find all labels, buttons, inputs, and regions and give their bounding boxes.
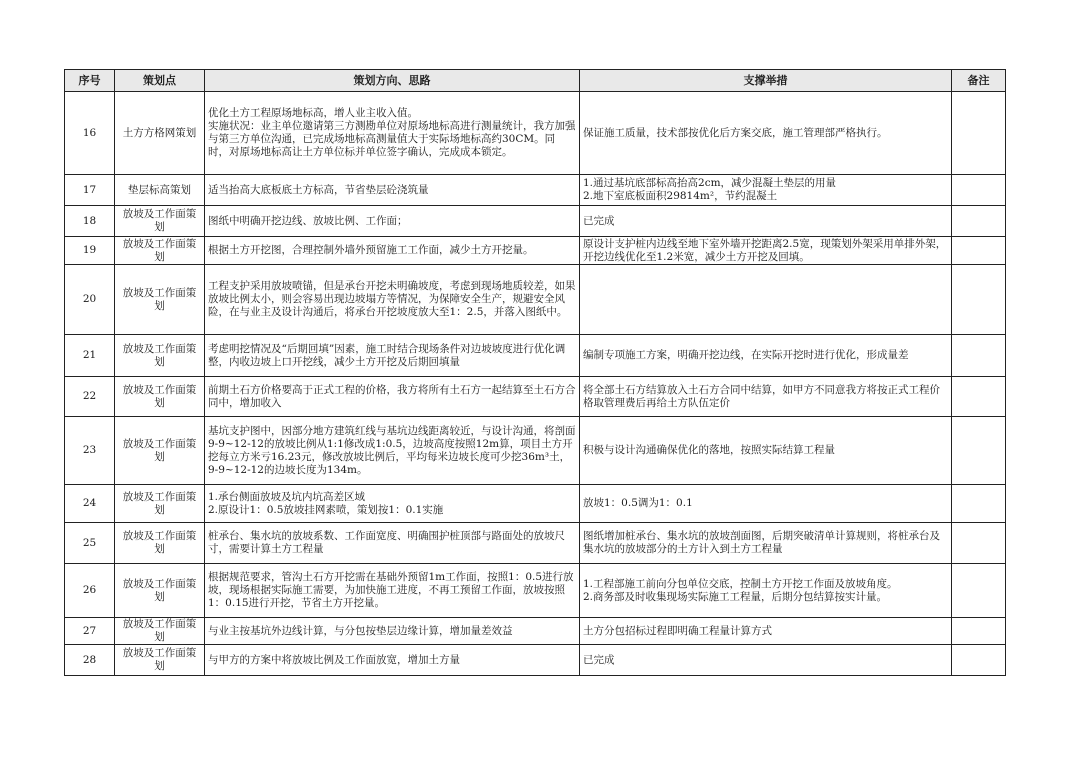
cell-note — [952, 618, 1006, 645]
cell-seq: 27 — [65, 618, 115, 645]
cell-measure: 原设计支护桩内边线至地下室外墙开挖距离2.5宽，现策划外架采用单排外架，开挖边线优化至1.2米宽，减少土方开挖及回填。 — [580, 237, 952, 265]
cell-idea: 前期土石方价格要高于正式工程的价格，我方将所有土石方一起结算至土石方合同中，增加收入 — [205, 377, 580, 417]
cell-note — [952, 265, 1006, 335]
cell-point: 土方方格网策划 — [115, 92, 205, 175]
cell-seq: 28 — [65, 645, 115, 676]
header-seq: 序号 — [65, 70, 115, 92]
cell-measure: 土方分包招标过程即明确工程量计算方式 — [580, 618, 952, 645]
cell-idea: 适当抬高大底板底土方标高，节省垫层砼浇筑量 — [205, 175, 580, 206]
cell-idea: 基坑支护图中，因部分地方建筑红线与基坑边线距离较近，与设计沟通，将剖面9-9~12-12的放坡比例从1:1修改成1:0.5，边坡高度按照12m算，项目土方开挖每立方米亏16.23元，修改放坡比例后，平均每米边坡长度可少挖36m³土，9-9~12-12的边坡长度为134m。 — [205, 417, 580, 485]
cell-measure: 已完成 — [580, 645, 952, 676]
cell-note — [952, 377, 1006, 417]
cell-idea: 工程支护采用放坡喷锚，但是承台开挖未明确坡度，考虑到现场地质较差，如果放坡比例太小，则会容易出现边坡塌方等情况，为保障安全生产，规避安全风险，在与业主及设计沟通后，将承台开挖坡度放大至1：2.5，并落入图纸中。 — [205, 265, 580, 335]
header-measure: 支撑举措 — [580, 70, 952, 92]
header-note: 备注 — [952, 70, 1006, 92]
table-row — [65, 523, 1006, 564]
cell-point: 放坡及工作面策划 — [115, 206, 205, 237]
table-row — [65, 175, 1006, 206]
cell-measure: 图纸增加桩承台、集水坑的放坡剖面图，后期突破清单计算规则，将桩承台及集水坑的放坡部分的土方计入到土方工程量 — [580, 523, 952, 564]
cell-measure: 将全部土石方结算放入土石方合同中结算，如甲方不同意我方将按正式工程价格取管理费后再给土方队伍定价 — [580, 377, 952, 417]
cell-point: 放坡及工作面策划 — [115, 237, 205, 265]
planning-table — [64, 69, 1006, 676]
cell-note — [952, 645, 1006, 676]
cell-seq: 21 — [65, 335, 115, 377]
cell-point: 垫层标高策划 — [115, 175, 205, 206]
cell-idea: 与业主按基坑外边线计算，与分包按垫层边缘计算，增加量差效益 — [205, 618, 580, 645]
cell-seq: 25 — [65, 523, 115, 564]
cell-note — [952, 175, 1006, 206]
cell-idea: 优化土方工程原场地标高，增人业主收入值。 实施状况：业主单位邀请第三方测勘单位对原场地标高进行测量统计，我方加强与第三方单位沟通，已完成场地标高测量值大于实际场地标高约30CM。同时，对原场地标高让土方单位标并单位签字确认，完成成本锁定。 — [205, 92, 580, 175]
cell-seq: 17 — [65, 175, 115, 206]
cell-measure — [580, 265, 952, 335]
table-row — [65, 564, 1006, 618]
cell-idea: 与甲方的方案中将放坡比例及工作面放宽，增加土方量 — [205, 645, 580, 676]
cell-point: 放坡及工作面策划 — [115, 417, 205, 485]
cell-point: 放坡及工作面策划 — [115, 645, 205, 676]
table-row — [65, 237, 1006, 265]
cell-seq: 23 — [65, 417, 115, 485]
table-row — [65, 265, 1006, 335]
cell-point: 放坡及工作面策划 — [115, 485, 205, 523]
cell-seq: 18 — [65, 206, 115, 237]
cell-note — [952, 92, 1006, 175]
cell-idea: 根据规范要求，管沟土石方开挖需在基础外预留1m工作面，按照1：0.5进行放坡，现场根据实际施工需要，为加快施工进度，不再工预留工作面，放坡按照1：0.15进行开挖，节省土方开挖量。 — [205, 564, 580, 618]
cell-measure: 1.通过基坑底部标高抬高2cm，减少混凝土垫层的用量 2.地下室底板面积29814m²，节约混凝土 — [580, 175, 952, 206]
header-idea: 策划方向、思路 — [205, 70, 580, 92]
table-row — [65, 417, 1006, 485]
cell-seq: 24 — [65, 485, 115, 523]
cell-point: 放坡及工作面策划 — [115, 564, 205, 618]
table-row — [65, 485, 1006, 523]
cell-note — [952, 485, 1006, 523]
cell-point: 放坡及工作面策划 — [115, 265, 205, 335]
cell-note — [952, 335, 1006, 377]
table-row — [65, 377, 1006, 417]
cell-idea: 桩承台、集水坑的放坡系数、工作面宽度、明确围护桩顶部与路面处的放坡尺寸，需要计算土方工程量 — [205, 523, 580, 564]
table-row — [65, 92, 1006, 175]
cell-idea: 图纸中明确开挖边线、放坡比例、工作面； — [205, 206, 580, 237]
cell-seq: 26 — [65, 564, 115, 618]
cell-measure: 已完成 — [580, 206, 952, 237]
table-row — [65, 645, 1006, 676]
cell-idea: 根据土方开挖图，合理控制外墙外预留施工工作面，减少土方开挖量。 — [205, 237, 580, 265]
table-row — [65, 206, 1006, 237]
header-row — [65, 70, 1006, 92]
cell-seq: 20 — [65, 265, 115, 335]
cell-point: 放坡及工作面策划 — [115, 523, 205, 564]
cell-seq: 22 — [65, 377, 115, 417]
cell-note — [952, 523, 1006, 564]
cell-idea: 考虑明挖情况及“后期回填”因素，施工时结合现场条件对边坡坡度进行优化调整，内收边坡上口开挖线，减少土方开挖及后期回填量 — [205, 335, 580, 377]
cell-seq: 16 — [65, 92, 115, 175]
cell-point: 放坡及工作面策划 — [115, 618, 205, 645]
cell-point: 放坡及工作面策划 — [115, 335, 205, 377]
planning-table-sheet — [64, 69, 1005, 676]
cell-note — [952, 206, 1006, 237]
cell-note — [952, 237, 1006, 265]
cell-measure: 积极与设计沟通确保优化的落地，按照实际结算工程量 — [580, 417, 952, 485]
cell-note — [952, 417, 1006, 485]
cell-measure: 编制专项施工方案，明确开挖边线，在实际开挖时进行优化，形成量差 — [580, 335, 952, 377]
table-row — [65, 618, 1006, 645]
table-row — [65, 335, 1006, 377]
cell-point: 放坡及工作面策划 — [115, 377, 205, 417]
cell-measure: 1.工程部施工前向分包单位交底，控制土方开挖工作面及放坡角度。 2.商务部及时收集现场实际施工工程量，后期分包结算按实计量。 — [580, 564, 952, 618]
cell-note — [952, 564, 1006, 618]
cell-seq: 19 — [65, 237, 115, 265]
cell-measure: 放坡1：0.5调为1：0.1 — [580, 485, 952, 523]
header-point: 策划点 — [115, 70, 205, 92]
cell-idea: 1.承台侧面放坡及坑内坑高差区域 2.原设计1：0.5放坡挂网素喷，策划按1：0.1实施 — [205, 485, 580, 523]
cell-measure: 保证施工质量，技术部按优化后方案交底，施工管理部严格执行。 — [580, 92, 952, 175]
